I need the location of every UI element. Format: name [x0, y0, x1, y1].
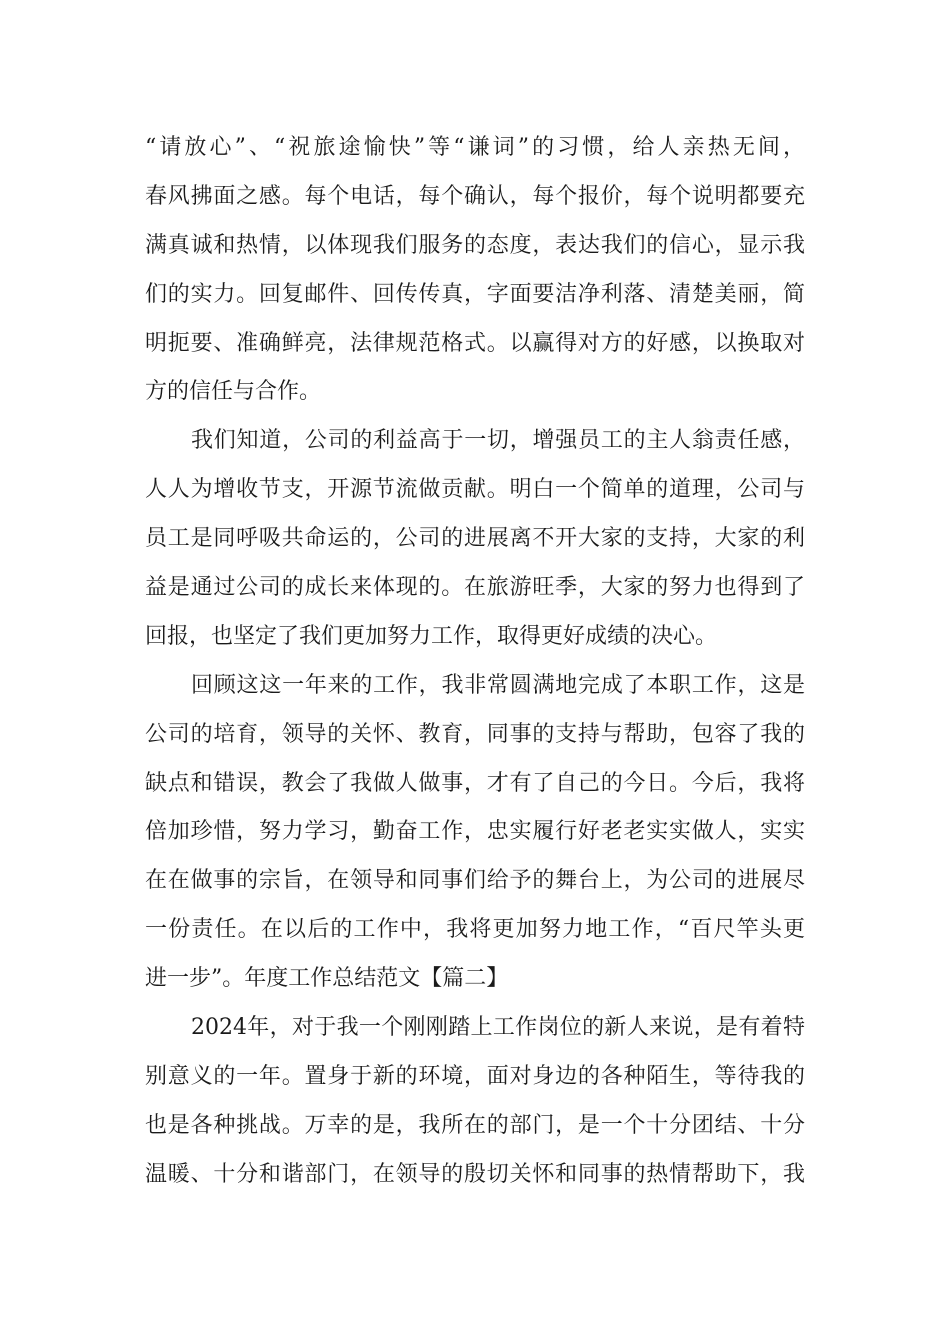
- text-line: 益是通过公司的成长来体现的。在旅游旺季，大家的努力也得到了: [145, 575, 805, 601]
- text-line: 在在做事的宗旨，在领导和同事们给予的舞台上，为公司的进展尽: [145, 868, 805, 894]
- text-line: 员工是同呼吸共命运的，公司的进展离不开大家的支持，大家的利: [145, 526, 805, 552]
- paragraph-first-line: 2024年，对于我一个刚刚踏上工作岗位的新人来说，是有着特: [191, 1015, 805, 1041]
- text-line: 方的信任与合作。: [145, 379, 322, 405]
- text-line: 一份责任。在以后的工作中，我将更加努力地工作，“百尺竿头更: [145, 917, 805, 943]
- text-line: 也是各种挑战。万幸的是，我所在的部门，是一个十分团结、十分: [145, 1112, 805, 1138]
- text-line: 倍加珍惜，努力学习，勤奋工作，忠实履行好老老实实做人，实实: [145, 819, 805, 845]
- text-line: 进一步”。年度工作总结范文【篇二】: [145, 966, 509, 992]
- text-line: 回报，也坚定了我们更加努力工作，取得更好成绩的决心。: [145, 623, 718, 649]
- paragraph-first-line: 我们知道，公司的利益高于一切，增强员工的主人翁责任感，: [191, 428, 805, 454]
- text-line: 春风拂面之感。每个电话，每个确认，每个报价，每个说明都要充: [145, 183, 805, 209]
- text-line: 缺点和错误，教会了我做人做事，才有了自己的今日。今后，我将: [145, 770, 805, 796]
- text-line: 温暖、十分和谐部门，在领导的殷切关怀和同事的热情帮助下，我: [145, 1161, 805, 1187]
- text-line: 们的实力。回复邮件、回传传真，字面要洁净利落、清楚美丽，简: [145, 281, 805, 307]
- text-line: 人人为增收节支，开源节流做贡献。明白一个简单的道理，公司与: [145, 477, 805, 503]
- text-line: “请放心”、“祝旅途愉快”等“谦词”的习惯，给人亲热无间，: [145, 135, 805, 160]
- body-text: [145, 124, 805, 1200]
- text-line: 公司的培育，领导的关怀、教育，同事的支持与帮助，包容了我的: [145, 721, 805, 747]
- text-line: 别意义的一年。置身于新的环境，面对身边的各种陌生，等待我的: [145, 1063, 805, 1089]
- text-line: 满真诚和热情，以体现我们服务的态度，表达我们的信心，显示我: [145, 232, 805, 258]
- paragraph-first-line: 回顾这这一年来的工作，我非常圆满地完成了本职工作，这是: [191, 672, 805, 698]
- text-line: 明扼要、准确鲜亮，法律规范格式。以赢得对方的好感，以换取对: [145, 330, 805, 356]
